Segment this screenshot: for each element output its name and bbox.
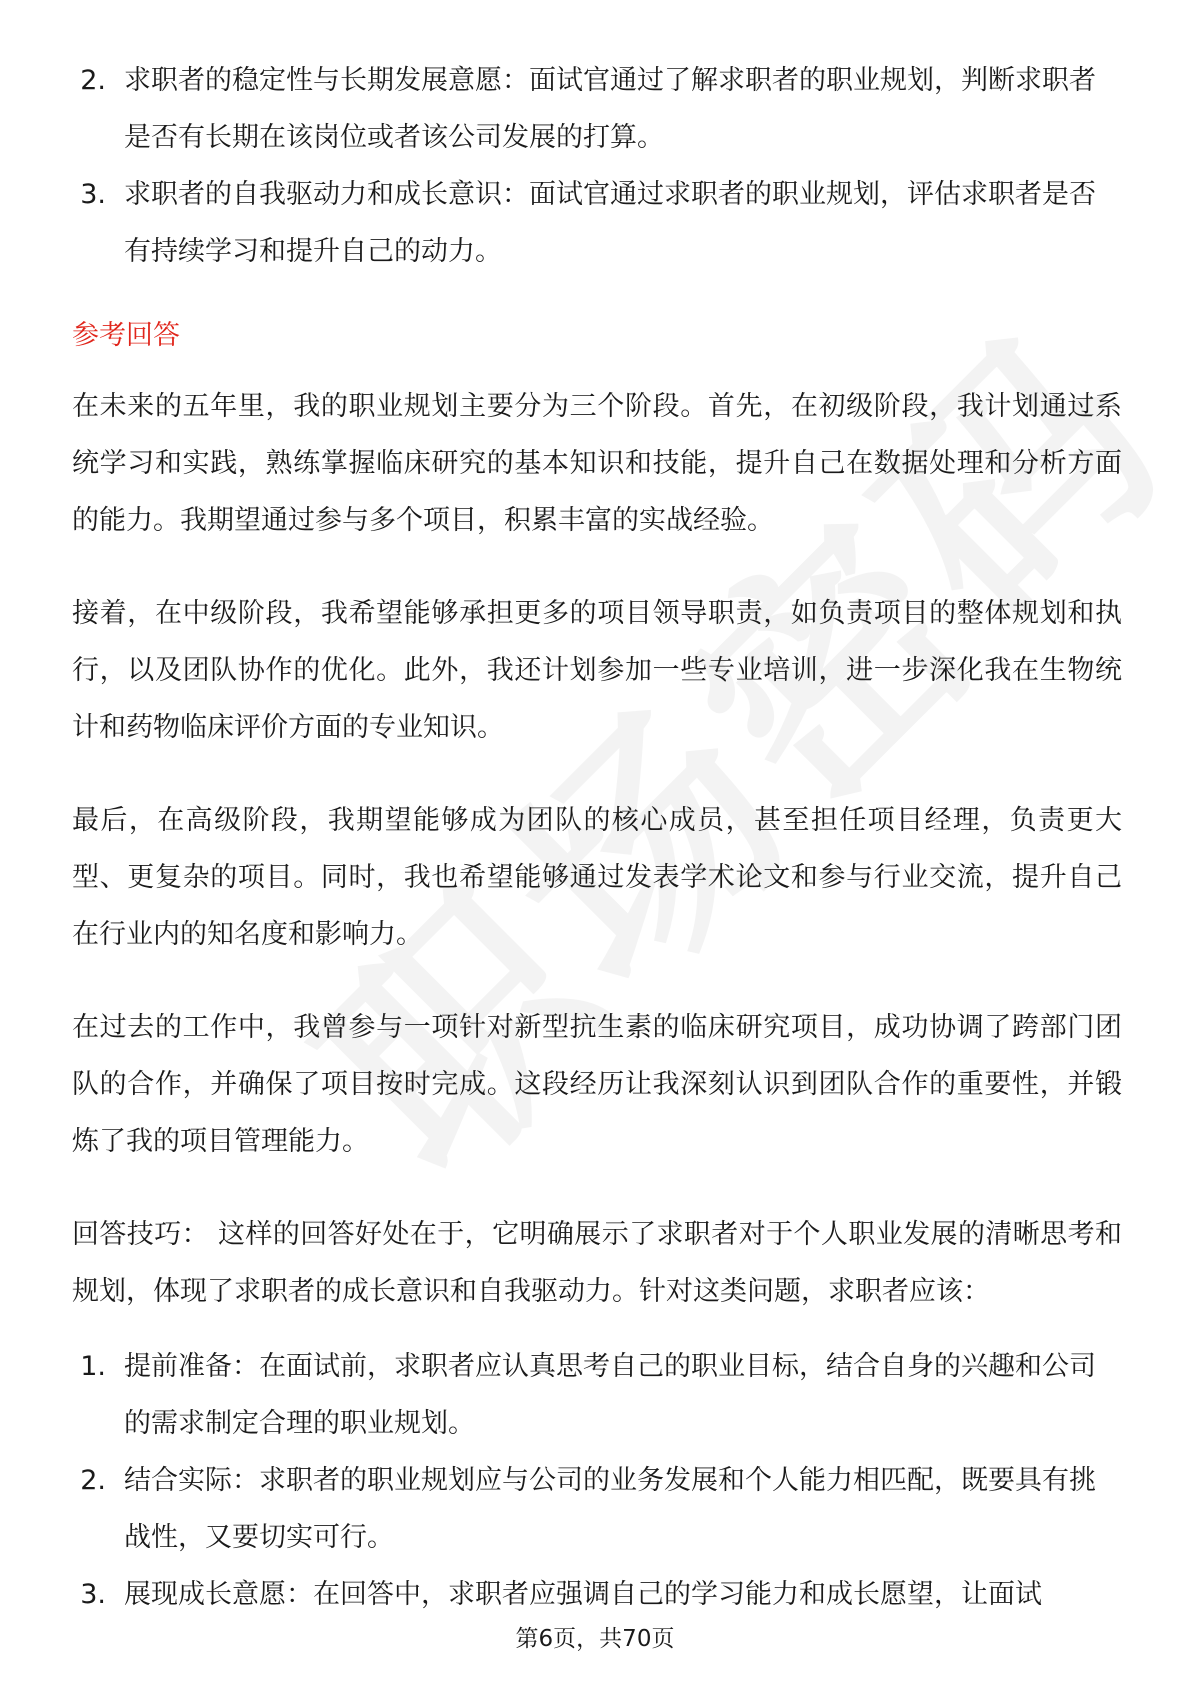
page-content [72,52,1122,1623]
list-item-text: 提前准备：在面试前，求职者应认真思考自己的职业目标，结合自身的兴趣和公司的需求制定合理的职业规划。 [124,1351,1096,1439]
top-list [72,52,1122,280]
list-item-text: 求职者的自我驱动力和成长意识：面试官通过求职者的职业规划，评估求职者是否有持续学习和提升自己的动力。 [124,179,1096,267]
section-heading: 参考回答 [72,320,180,351]
list-number: 1. [80,1351,106,1382]
list-item [72,166,1122,280]
list-item-text: 求职者的稳定性与长期发展意愿：面试官通过了解求职者的职业规划，判断求职者是否有长期在该岗位或者该公司发展的打算。 [124,65,1096,153]
list-item [72,1566,1122,1623]
list-number: 2. [80,65,106,96]
list-item-text: 结合实际：求职者的职业规划应与公司的业务发展和个人能力相匹配，既要具有挑战性，又要切实可行。 [124,1465,1096,1553]
list-item [72,52,1122,166]
answer-paragraph: 在未来的五年里，我的职业规划主要分为三个阶段。首先，在初级阶段，我计划通过系统学习和实践，熟练掌握临床研究的基本知识和技能，提升自己在数据处理和分析方面的能力。我期望通过参与多个项目，积累丰富的实战经验。 [72,391,1122,536]
tips-list [72,1338,1122,1623]
list-item [72,1338,1122,1452]
answer-paragraph: 接着，在中级阶段，我希望能够承担更多的项目领导职责，如负责项目的整体规划和执行，以及团队协作的优化。此外，我还计划参加一些专业培训，进一步深化我在生物统计和药物临床评价方面的专业知识。 [72,598,1122,743]
tips-paragraph: 回答技巧： 这样的回答好处在于，它明确展示了求职者对于个人职业发展的清晰思考和规划，体现了求职者的成长意识和自我驱动力。针对这类问题，求职者应该： [72,1219,1122,1307]
list-item [72,1452,1122,1566]
answer-paragraph: 在过去的工作中，我曾参与一项针对新型抗生素的临床研究项目，成功协调了跨部门团队的合作，并确保了项目按时完成。这段经历让我深刻认识到团队合作的重要性，并锻炼了我的项目管理能力。 [72,1012,1122,1157]
list-number: 3. [80,1579,106,1610]
answer-paragraph: 最后，在高级阶段，我期望能够成为团队的核心成员，甚至担任项目经理，负责更大型、更复杂的项目。同时，我也希望能够通过发表学术论文和参与行业交流，提升自己在行业内的知名度和影响力。 [72,805,1122,950]
page-number-footer: 第6页，共70页 [515,1626,675,1652]
list-number: 3. [80,179,106,210]
list-number: 2. [80,1465,106,1496]
list-item-text: 展现成长意愿：在回答中，求职者应强调自己的学习能力和成长愿望，让面试 [124,1579,1042,1610]
